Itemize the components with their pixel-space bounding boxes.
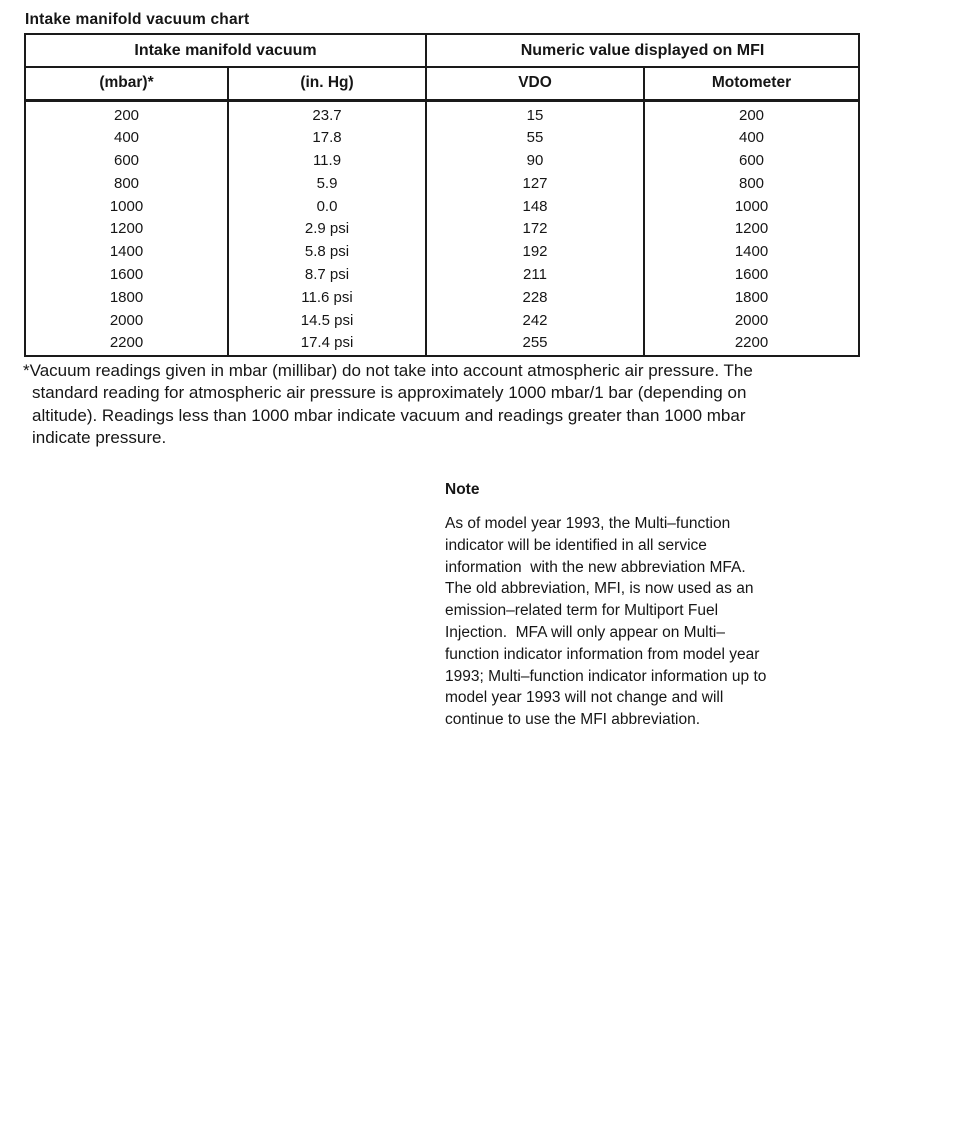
cell-vdo: 242 bbox=[426, 310, 644, 333]
cell-mbar: 2200 bbox=[109, 334, 144, 352]
cell-vdo: 211 bbox=[426, 264, 644, 287]
table-body bbox=[25, 100, 859, 356]
footnote-line: standard reading for atmospheric air pressure is approximately 1000 mbar/1 bar (depending on bbox=[32, 383, 747, 403]
cell-mbar: 200 bbox=[113, 106, 140, 124]
cell-inhg: 8.7 psi bbox=[228, 264, 426, 287]
note-text-line: model year 1993 will not change and will bbox=[445, 689, 724, 707]
group-header-row bbox=[25, 34, 859, 67]
cell-motometer: 1000 bbox=[644, 196, 859, 219]
cell-vdo: 127 bbox=[426, 173, 644, 196]
cell-vdo: 15 bbox=[426, 100, 644, 127]
column-header-row bbox=[25, 67, 859, 100]
footnote-line: altitude). Readings less than 1000 mbar indicate vacuum and readings greater than 1000 mbar bbox=[32, 405, 746, 425]
cell-mbar: 1400 bbox=[109, 243, 144, 261]
cell-motometer: 600 bbox=[644, 150, 859, 173]
table-row bbox=[25, 264, 859, 287]
cell-vdo: 148 bbox=[426, 196, 644, 219]
cell-mbar: 400 bbox=[113, 129, 140, 147]
table-row bbox=[25, 218, 859, 241]
cell-motometer: 2000 bbox=[644, 310, 859, 333]
note-heading: Note bbox=[445, 481, 480, 498]
cell-inhg: 5.9 bbox=[228, 173, 426, 196]
cell-motometer: 1400 bbox=[644, 241, 859, 264]
cell-motometer: 1800 bbox=[644, 287, 859, 310]
footnote bbox=[23, 360, 753, 449]
page-title: Intake manifold vacuum chart bbox=[25, 11, 250, 28]
cell-mbar: 1000 bbox=[109, 197, 144, 215]
cell-motometer: 1200 bbox=[644, 218, 859, 241]
column-header-inhg: (in. Hg) bbox=[228, 67, 426, 100]
cell-motometer: 1600 bbox=[644, 264, 859, 287]
cell-mbar: 2000 bbox=[109, 311, 144, 329]
cell-motometer: 2200 bbox=[644, 332, 859, 356]
table-row bbox=[25, 127, 859, 150]
cell-inhg: 5.8 psi bbox=[228, 241, 426, 264]
column-header-vdo: VDO bbox=[426, 67, 644, 100]
cell-vdo: 192 bbox=[426, 241, 644, 264]
cell-vdo: 255 bbox=[426, 332, 644, 356]
column-header-motometer: Motometer bbox=[644, 67, 859, 100]
table-row bbox=[25, 287, 859, 310]
cell-vdo: 55 bbox=[426, 127, 644, 150]
cell-mbar: 1200 bbox=[109, 220, 144, 238]
cell-motometer: 400 bbox=[644, 127, 859, 150]
table-row bbox=[25, 100, 859, 127]
note-block bbox=[445, 481, 766, 731]
note-text-line: The old abbreviation, MFI, is now used as an bbox=[445, 580, 754, 598]
table-row bbox=[25, 310, 859, 333]
table-header bbox=[25, 34, 859, 100]
note-text-line: Injection. MFA will only appear on Multi– bbox=[445, 623, 725, 641]
table-row bbox=[25, 241, 859, 264]
cell-vdo: 172 bbox=[426, 218, 644, 241]
cell-inhg: 11.6 psi bbox=[228, 287, 426, 310]
note-body bbox=[445, 513, 766, 731]
group-header-intake-manifold-vacuum: Intake manifold vacuum bbox=[25, 34, 426, 67]
note-text-line: indicator will be identified in all service bbox=[445, 536, 707, 554]
note-text-line: emission–related term for Multiport Fuel bbox=[445, 602, 719, 620]
table-row bbox=[25, 150, 859, 173]
cell-mbar: 1800 bbox=[109, 288, 144, 306]
cell-inhg: 14.5 psi bbox=[228, 310, 426, 333]
table-row bbox=[25, 332, 859, 356]
cell-motometer: 200 bbox=[644, 100, 859, 127]
cell-inhg: 17.4 psi bbox=[228, 332, 426, 356]
note-text-line: information with the new abbreviation MFA. bbox=[445, 558, 746, 576]
vacuum-conversion-table bbox=[24, 33, 860, 357]
note-text-line: As of model year 1993, the Multi–function bbox=[445, 515, 731, 532]
footnote-line: *Vacuum readings given in mbar (millibar) do not take into account atmospheric air pressure. The bbox=[23, 361, 753, 380]
table-row bbox=[25, 173, 859, 196]
note-text-line: 1993; Multi–function indicator information up to bbox=[445, 667, 767, 685]
cell-motometer: 800 bbox=[644, 173, 859, 196]
cell-inhg: 23.7 bbox=[228, 100, 426, 127]
note-text-line: function indicator information from model year bbox=[445, 645, 760, 663]
cell-mbar: 800 bbox=[113, 174, 140, 192]
cell-mbar: 600 bbox=[113, 152, 140, 170]
note-text-line: continue to use the MFI abbreviation. bbox=[445, 711, 701, 729]
cell-vdo: 228 bbox=[426, 287, 644, 310]
cell-mbar: 1600 bbox=[109, 266, 144, 284]
cell-vdo: 90 bbox=[426, 150, 644, 173]
group-header-numeric-value-mfi: Numeric value displayed on MFI bbox=[426, 34, 859, 67]
cell-inhg: 17.8 bbox=[228, 127, 426, 150]
cell-inhg: 11.9 bbox=[228, 150, 426, 173]
table-row bbox=[25, 196, 859, 219]
cell-inhg: 2.9 psi bbox=[228, 218, 426, 241]
column-header-mbar: (mbar)* bbox=[25, 67, 228, 100]
cell-inhg: 0.0 bbox=[228, 196, 426, 219]
footnote-line: indicate pressure. bbox=[32, 427, 167, 447]
